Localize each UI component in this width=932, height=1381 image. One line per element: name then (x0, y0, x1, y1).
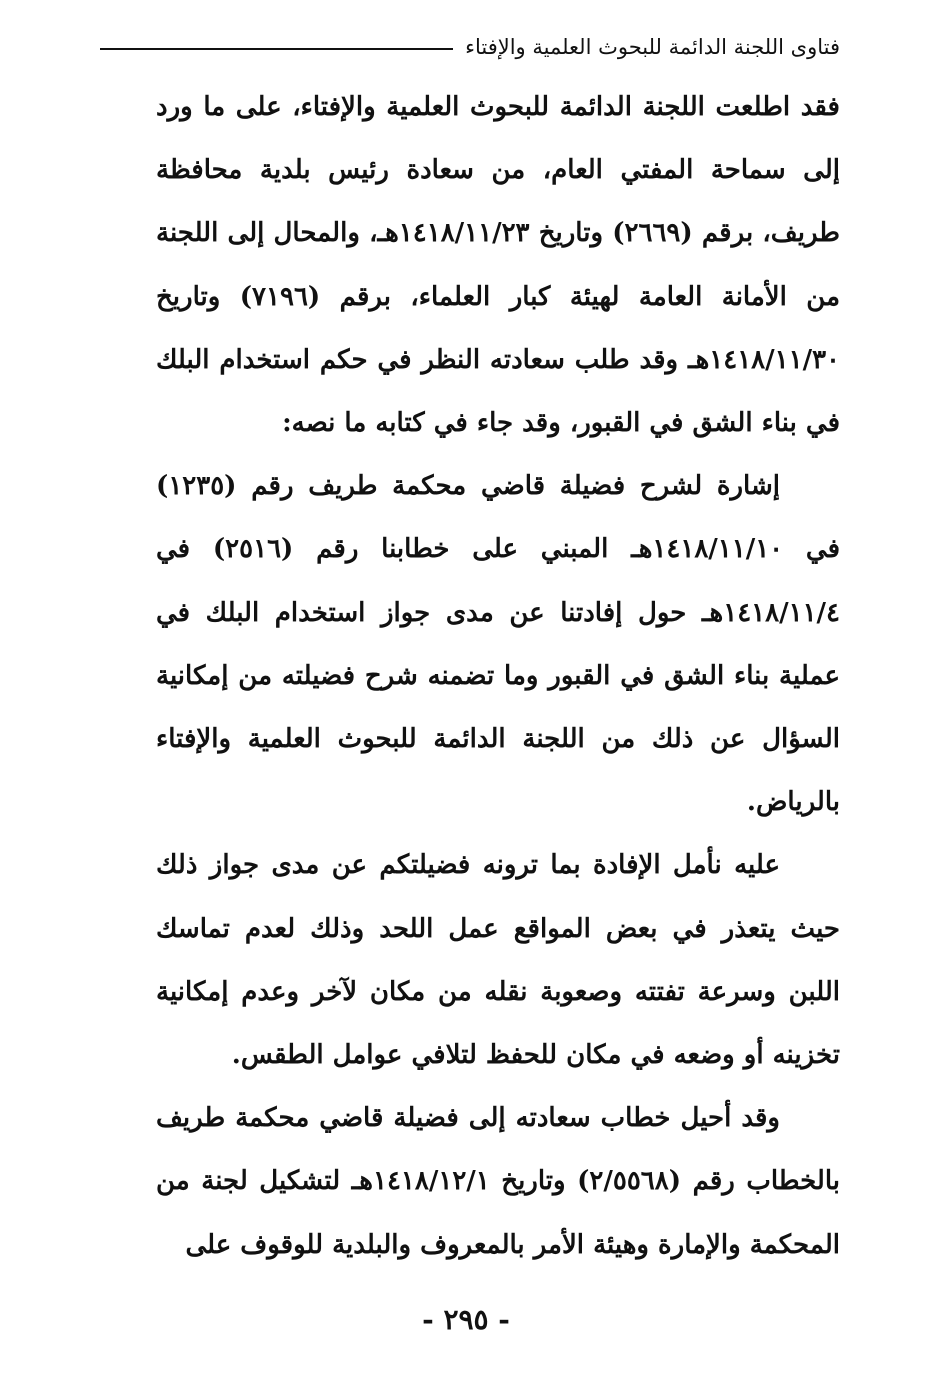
paragraph-4: وقد أحيل خطاب سعادته إلى فضيلة قاضي محكمة طريف بالخطاب رقم (٢/٥٥٦٨) وتاريخ ١٤١٨/١٢/١هـ لتشكيل لجنة من المحكمة والإمارة وهيئة الأمر بالمعروف والبلدية للوقوف على (156, 1103, 840, 1260)
page-number: - ٢٩٥ - (422, 1303, 510, 1336)
page-body (156, 76, 840, 1277)
paragraph-3: عليه نأمل الإفادة بما ترونه فضيلتكم عن مدى جواز ذلك حيث يتعذر في بعض المواقع عمل اللحد وذلك لعدم تماسك اللبن وسرعة تفتته وصعوبة نقله من مكان لآخر وعدم إمكانية تخزينه أو وضعه في مكان للحفظ لتلافي عوامل الطقس. (156, 850, 840, 1071)
running-header (100, 30, 840, 64)
paragraph-2: إشارة لشرح فضيلة قاضي محكمة طريف رقم (١٢٣٥) في ١٤١٨/١١/١٠هـ المبني على خطابنا رقم (٢٥١٦) في ١٤١٨/١١/٤هـ حول إفادتنا عن مدى جواز استخدام البلك في عملية بناء الشق في القبور وما تضمنه شرح فضيلته من إمكانية السؤال عن ذلك من اللجنة الدائمة للبحوث العلمية والإفتاء بالرياض. (156, 471, 841, 818)
header-rule (100, 48, 453, 50)
paragraph-1: فقد اطلعت اللجنة الدائمة للبحوث العلمية والإفتاء، على ما ورد إلى سماحة المفتي العام، من سعادة رئيس بلدية محافظة طريف، برقم (٢٦٦٩) وتاريخ ١٤١٨/١١/٢٣هـ، والمحال إلى اللجنة من الأمانة العامة لهيئة كبار العلماء، برقم (٧١٩٦) وتاريخ ١٤١٨/١١/٣٠هـ وقد طلب سعادته النظر في حكم استخدام البلك في بناء الشق في القبور، وقد جاء في كتابه ما نصه: (156, 92, 840, 439)
running-title: فتاوى اللجنة الدائمة للبحوث العلمية والإفتاء (465, 34, 840, 59)
